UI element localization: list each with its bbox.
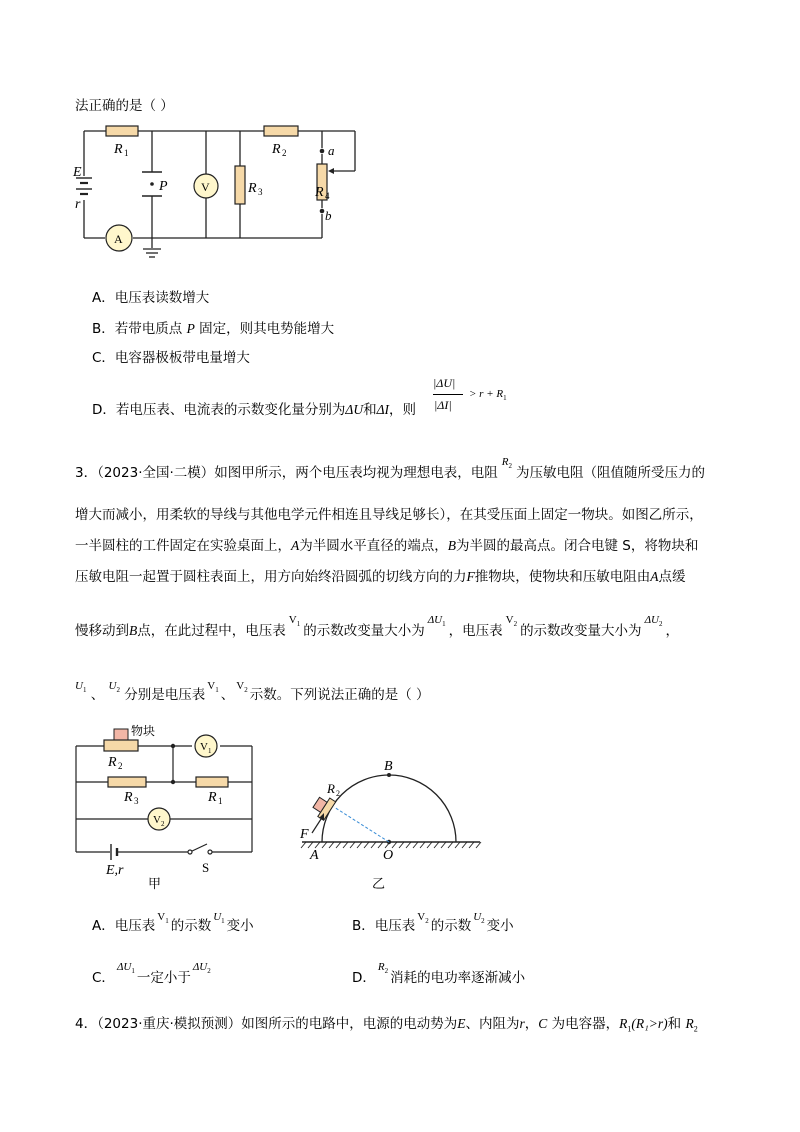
jia-caption: 甲 [148,877,162,892]
voltmeter-1-label: V [200,741,208,753]
q2-label-R4-sub: 4 [325,191,330,201]
q2-label-R2: R [272,142,281,157]
yi-label-R2: R [327,781,335,796]
q3-figure-jia [68,722,268,892]
q3-option-D: D．$^{R_2}$ 消耗的电功率逐渐减小 [352,961,526,986]
jia-label-R1: R [208,790,217,805]
jia-label-R3-sub: 3 [134,796,139,806]
q2-circuit-diagram [70,118,370,263]
voltmeter-2-sub: 2 [161,820,165,828]
yi-label-B: B [384,759,393,774]
jia-label-R2-sub: 2 [118,761,123,771]
jia-label-R1-sub: 1 [218,796,223,806]
q2-label-R4: R [315,185,324,200]
q2-stem-tail: 法正确的是（ ） [75,98,174,114]
voltmeter-1-sub: 1 [208,747,212,755]
q2-option-A: A．电压表读数增大 [92,290,210,306]
q2-label-R3-sub: 3 [258,187,263,197]
yi-label-A: A [310,848,319,863]
q2-label-r: r [75,197,81,212]
yi-label-F: F [300,827,309,842]
q3-line-6: $^{U_1}$ 、 $^{U_2}$ 分别是电压表$^{V_1}$ 、$^{V_2}$ 示数。下列说法正确的是（ ） [75,680,430,703]
ammeter-label: A [114,232,123,246]
q3-figure-yi [296,758,486,893]
q2-option-B: B．若带电质点 P 固定，则其电势能增大 [92,321,335,337]
q3-option-A: A．电压表$^{V_1}$ 的示数$^{U_1}$ 变小 [92,911,254,934]
jia-label-Er: E,r [106,863,124,878]
jia-label-R2: R [108,755,117,770]
jia-label-S: S [202,860,210,875]
q3-line-2: 增大而减小，用柔软的导线与其他电学元件相连且导线足够长），在其受压面上固定一物块。如图乙所示， [75,507,703,523]
q3-line-5: 慢移动到B点，在此过程中，电压表$^{V_1}$ 的示数改变量大小为$^{\Delta U_1}$ ，电压表$^{V_2}$ 的示数改变量大小为$^{\Delta U_2}$ ， [75,614,679,639]
q2-label-R1-sub: 1 [124,148,129,158]
q2-label-b: b [325,208,332,223]
yi-label-O: O [383,848,394,863]
voltmeter-label: V [201,180,210,194]
q3-option-B: B．电压表$^{V_2}$ 的示数$^{U_2}$ 变小 [352,911,514,934]
q2-option-D-fraction: |ΔU| |ΔI| > $r + R_1$ [433,376,507,412]
q2-label-R2-sub: 2 [282,148,287,158]
q2-label-R3: R [248,181,257,196]
voltmeter-2-label: V [153,814,161,826]
q4-line-1: 4．（2023·重庆·模拟预测）如图所示的电路中，电源的电动势为E、内阻为r，C 为电容器，$R_1(R_1>r)$和 $R_2$ [75,1016,698,1034]
block-label: 物块 [131,724,156,738]
yi-label-R2-sub: 2 [336,789,340,798]
q2-label-R1: R [114,142,123,157]
q2-label-P: P [159,179,168,194]
q3-line-4: 压敏电阻一起置于圆柱表面上，用方向始终沿圆弧的切线方向的力F推物块，使物块和压敏电阻由A点缓 [75,569,686,585]
q2-label-a: a [328,143,335,158]
q3-line-1: 3．（2023·全国·二模）如图甲所示，两个电压表均视为理想电表，电阻$^{R_2}$ 为压敏电阻（阻值随所受压力的 [75,456,706,481]
q3-line-3: 一半圆柱的工件固定在实验桌面上，A为半圆水平直径的端点，B为半圆的最高点。闭合电键 S，将物块和 [75,538,699,554]
jia-label-R3: R [124,790,133,805]
q3-option-C: C．$^{\Delta U_1}$ 一定小于$^{\Delta U_2}$ [92,961,211,986]
q2-option-D: D．若电压表、电流表的示数变化量分别为ΔU和ΔI，则 [92,402,417,418]
q2-option-C: C．电容器极板带电量增大 [92,350,250,366]
yi-caption: 乙 [372,877,386,892]
q2-label-E: E [73,165,82,180]
